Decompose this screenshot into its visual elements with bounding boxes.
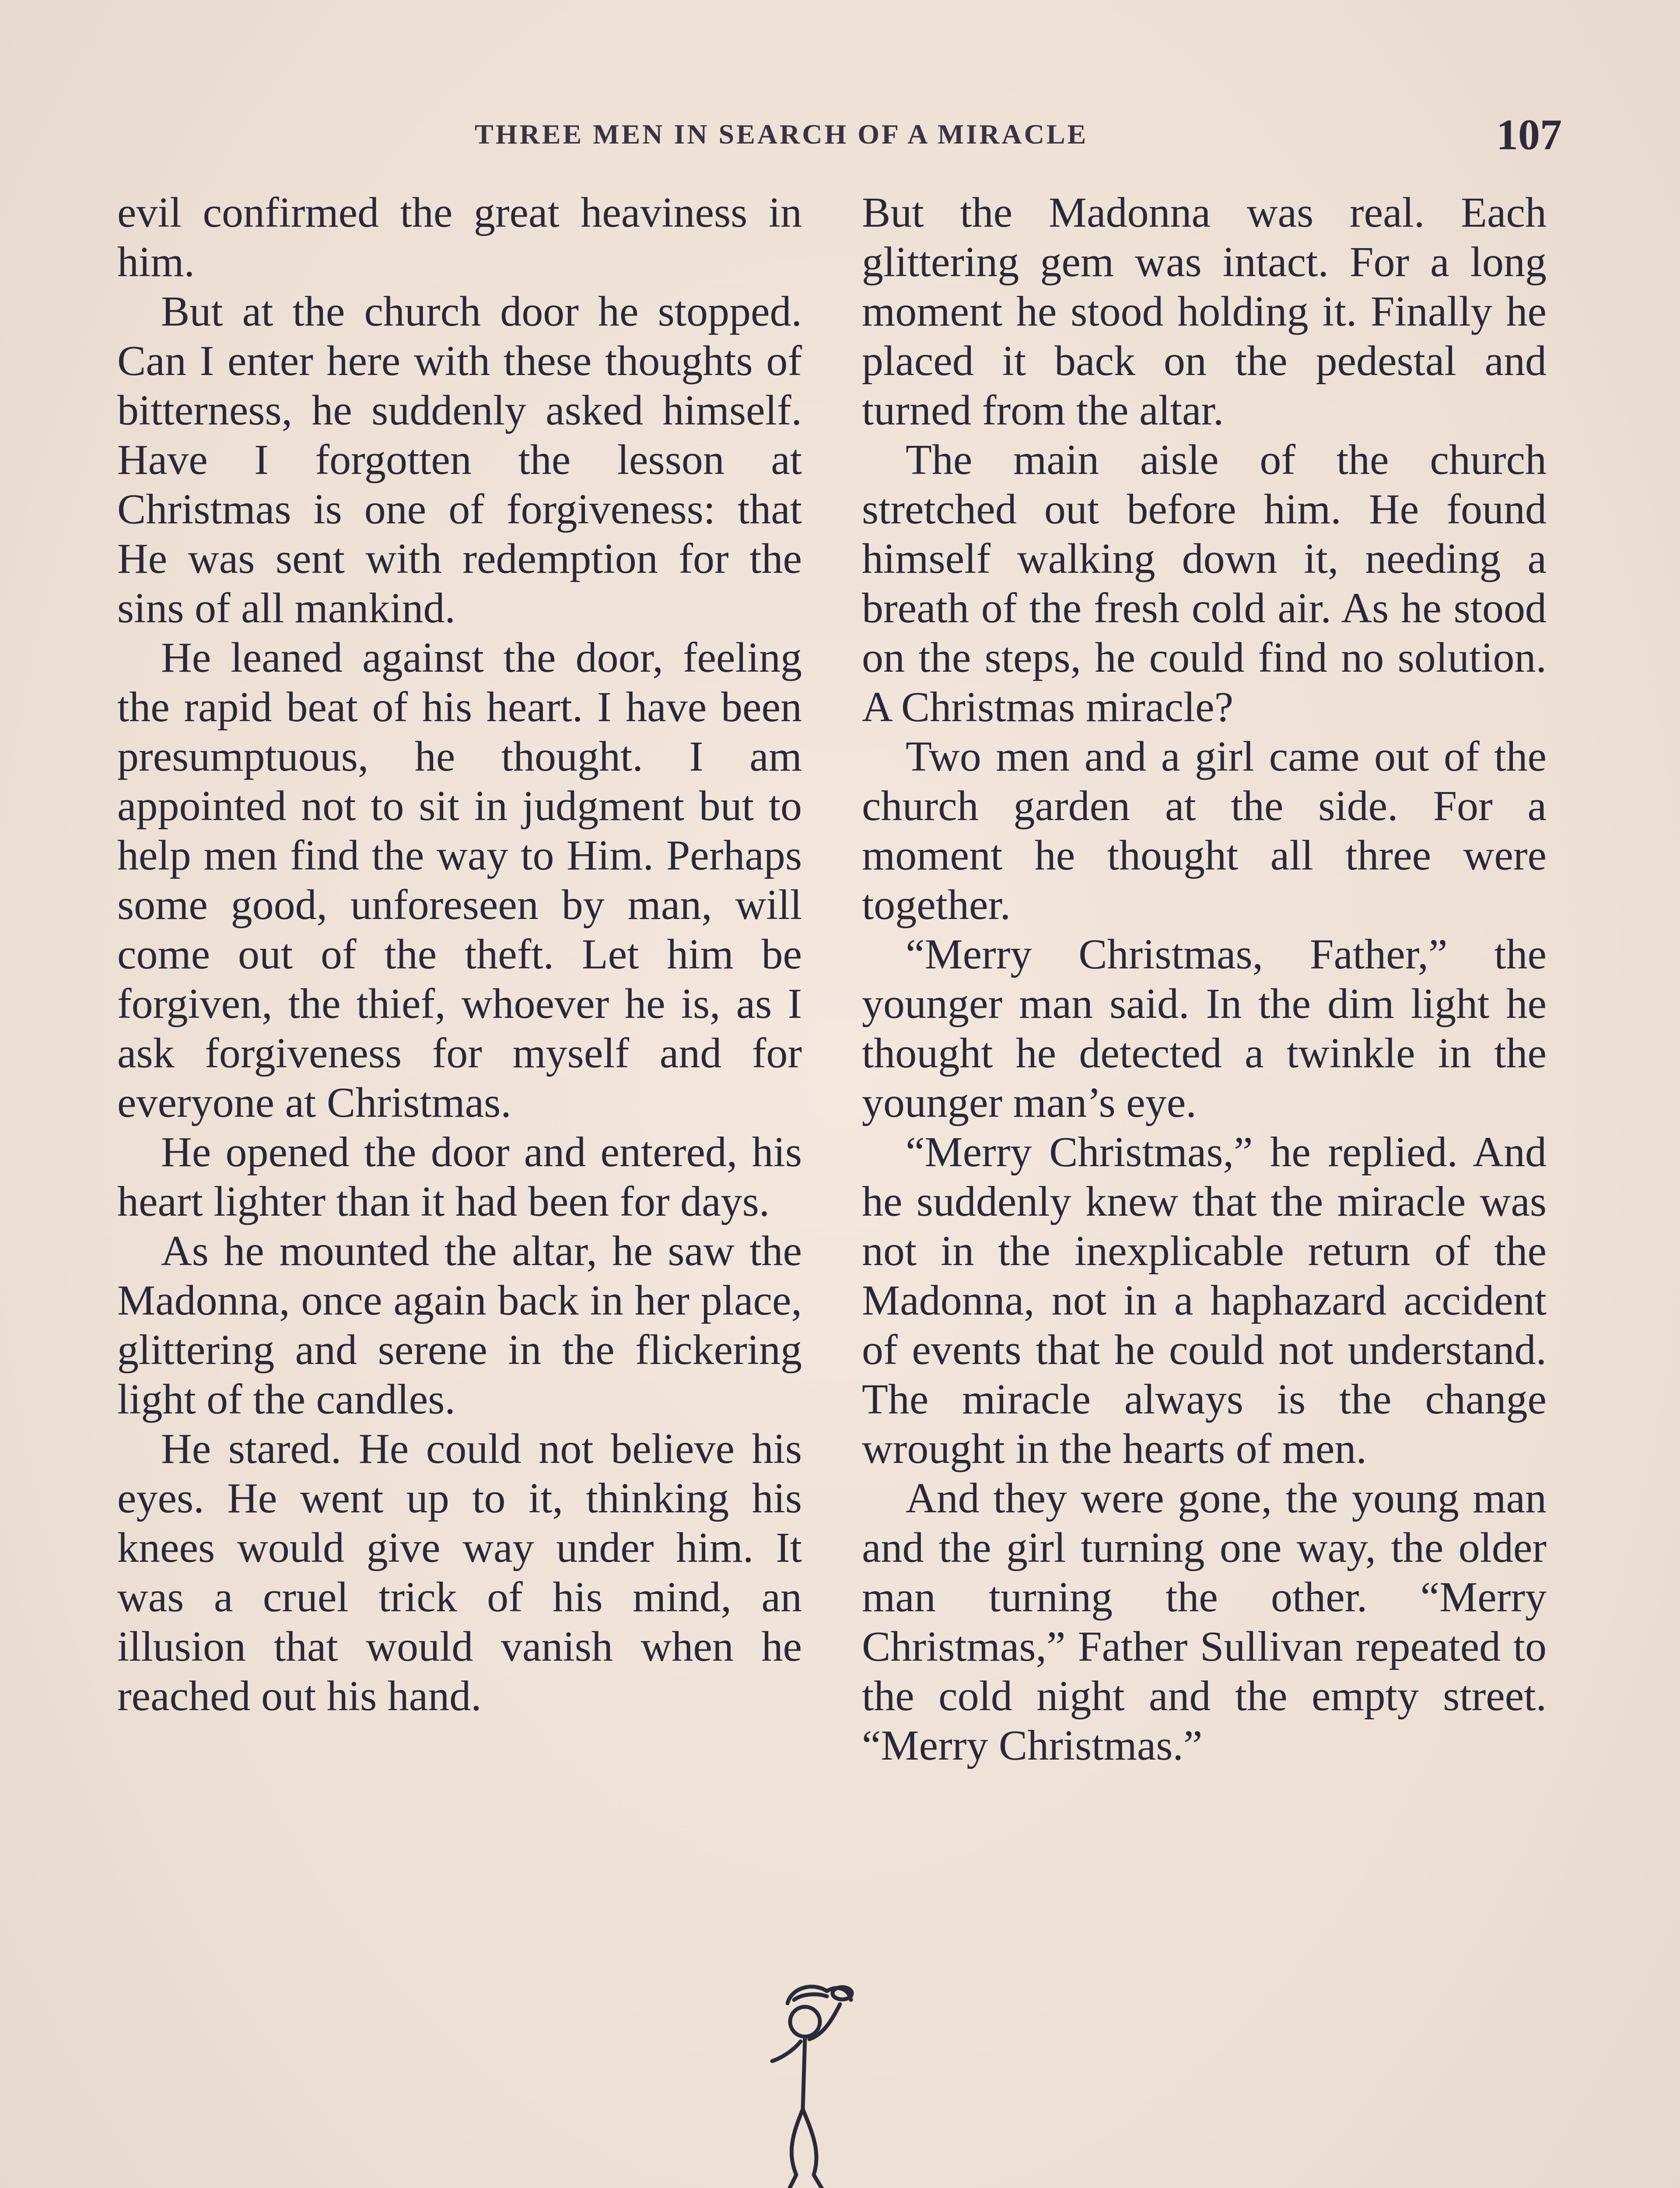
stick-figure-icon [761, 1969, 875, 2188]
paragraph: He stared. He could not believe his eyes. He went up to it, thinking his knees would give way under him. It was a cruel trick of his mind, an illusion that would vanish when he reached out his hand. [117, 1425, 802, 1720]
paragraph: Two men and a girl came out of the church garden at the side. For a moment he thought all three were together. [862, 733, 1547, 929]
paragraph: He opened the door and entered, his heart lighter than it had been for days. [117, 1129, 802, 1225]
right-column [862, 188, 1547, 1771]
running-title: THREE MEN IN SEARCH OF A MIRACLE [475, 119, 1088, 150]
paragraph: And they were gone, the young man and the girl turning one way, the older man turning the other. “Merry Christmas,” Father Sullivan repeated to the cold night and the empty street. “Merry Christmas.” [862, 1475, 1547, 1769]
paragraph: He leaned against the door, feeling the rapid beat of his heart. I have been presumptuous, he thought. I am appointed not to sit in judgment but to help men find the way to Him. Perhaps some good, unforeseen by man, will come out of the theft. Let him be forgiven, the thief, whoever he is, as I ask forgiveness for myself and for everyone at Christmas. [117, 634, 802, 1126]
paragraph: As he mounted the altar, he saw the Madonna, once again back in her place, glittering and serene in the flickering light of the candles. [117, 1227, 802, 1423]
paragraph: But the Madonna was real. Each glittering gem was intact. For a long moment he stood holding it. Finally he placed it back on the pedestal and turned from the altar. [862, 189, 1547, 434]
paragraph: “Merry Christmas, Father,” the younger man said. In the dim light he thought he detected a twinkle in the younger man’s eye. [862, 931, 1547, 1126]
paragraph: The main aisle of the church stretched out before him. He found himself walking down it, needing a breath of the fresh cold air. As he stood on the steps, he could find no solution. A Christmas miracle? [862, 436, 1547, 731]
paragraph: evil confirmed the great heaviness in him. [117, 189, 802, 286]
paragraph: “Merry Christmas,” he replied. And he suddenly knew that the miracle was not in the inexplicable return of the Madonna, not in a haphazard accident of events that he could not understand. The miracle always is the change wrought in the hearts of men. [862, 1129, 1547, 1473]
page-number: 107 [1496, 110, 1562, 159]
paragraph: But at the church door he stopped. Can I enter here with these thoughts of bitterness, he suddenly asked himself. Have I forgotten the lesson at Christmas is one of forgiveness: that He was sent with redemption for the sins of all mankind. [117, 288, 802, 632]
left-column [117, 188, 802, 1721]
